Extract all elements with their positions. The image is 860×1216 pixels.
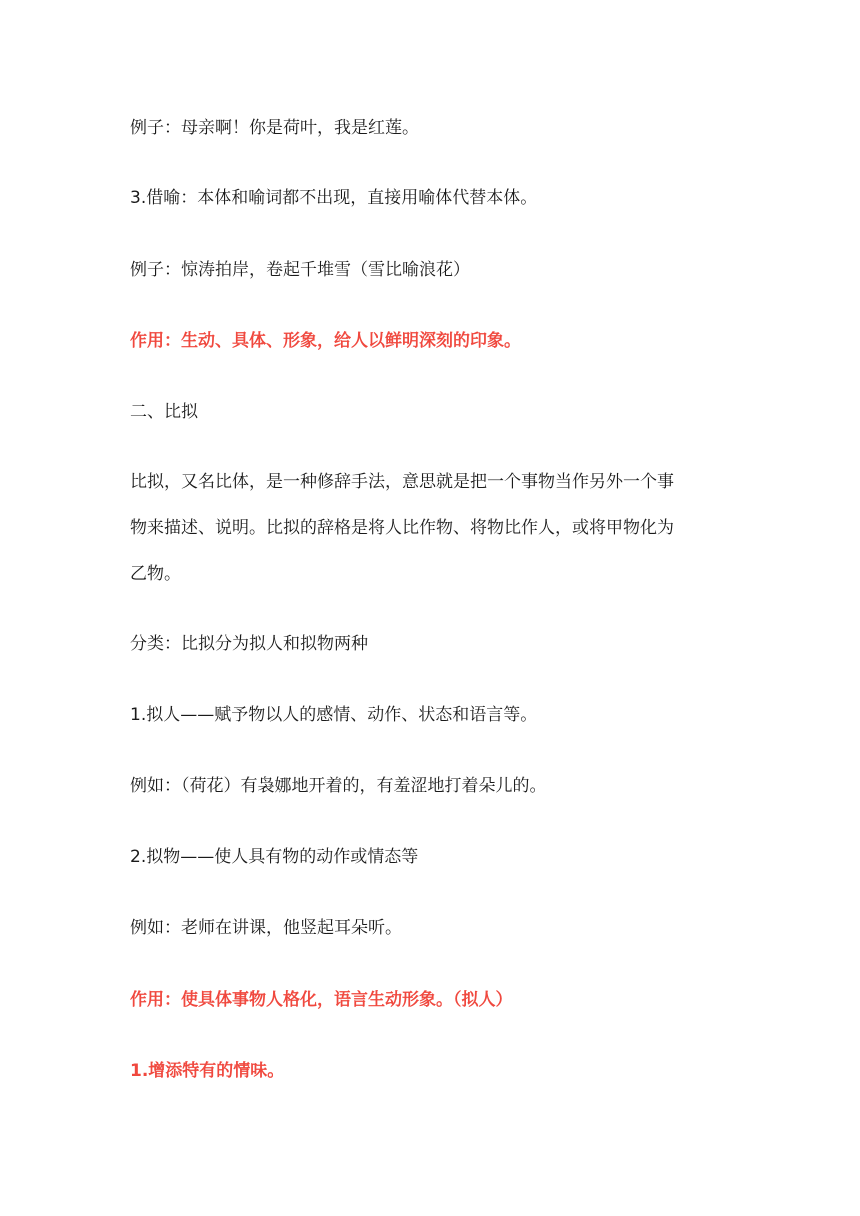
example-line: 例子：母亲啊！你是荷叶，我是红莲。 [130,118,419,138]
paragraph-line: 物来描述、说明。比拟的辞格是将人比作物、将物比作人，或将甲物化为 [130,518,674,538]
example-line: 例子：惊涛拍岸，卷起千堆雪（雪比喻浪花） [130,260,470,280]
definition-line: 2.拟物——使人具有物的动作或情态等 [130,847,419,867]
example-line: 例如：（荷花）有袅娜地开着的，有羞涩地打着朵儿的。 [130,776,547,796]
definition-line: 1.拟人——赋予物以人的感情、动作、状态和语言等。 [130,705,538,725]
effect-highlight: 作用：使具体事物人格化，语言生动形象。（拟人） [130,990,513,1010]
paragraph-line: 乙物。 [130,564,181,584]
section-heading: 二、比拟 [130,402,198,422]
paragraph-line: 比拟，又名比体，是一种修辞手法，意思就是把一个事物当作另外一个事 [130,472,674,492]
classification-line: 分类：比拟分为拟人和拟物两种 [130,634,368,654]
effect-highlight: 作用：生动、具体、形象，给人以鲜明深刻的印象。 [130,331,521,351]
effect-highlight: 1.增添特有的情味。 [130,1061,285,1081]
definition-line: 3.借喻：本体和喻词都不出现，直接用喻体代替本体。 [130,188,538,208]
example-line: 例如：老师在讲课，他竖起耳朵听。 [130,918,402,938]
